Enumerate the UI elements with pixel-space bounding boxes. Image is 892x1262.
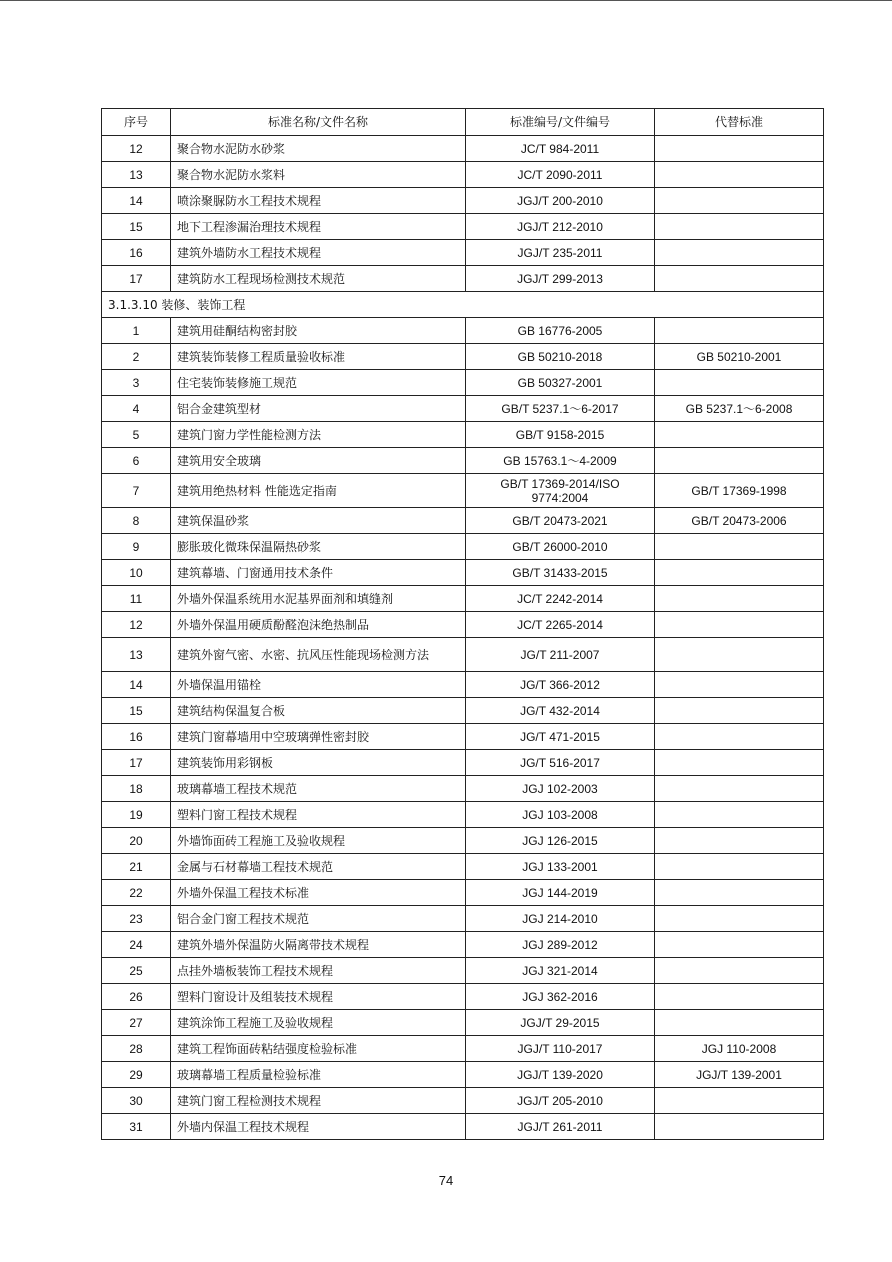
row-name: 外墙外保温工程技术标准	[171, 880, 466, 906]
row-name: 建筑涂饰工程施工及验收规程	[171, 1010, 466, 1036]
row-name: 金属与石材幕墙工程技术规范	[171, 854, 466, 880]
standards-table	[101, 108, 824, 1140]
row-replace: GB/T 20473-2006	[655, 508, 824, 534]
row-name: 塑料门窗设计及组装技术规程	[171, 984, 466, 1010]
table-row	[102, 958, 824, 984]
row-replace	[655, 776, 824, 802]
row-no: 12	[102, 136, 171, 162]
row-no: 31	[102, 1114, 171, 1140]
table-row	[102, 776, 824, 802]
row-code: JGJ 214-2010	[466, 906, 655, 932]
row-no: 5	[102, 422, 171, 448]
table-row	[102, 266, 824, 292]
row-name: 玻璃幕墙工程质量检验标准	[171, 1062, 466, 1088]
table-row	[102, 1088, 824, 1114]
table-row	[102, 344, 824, 370]
table-row	[102, 534, 824, 560]
row-code: GB 50210-2018	[466, 344, 655, 370]
row-code: JG/T 471-2015	[466, 724, 655, 750]
table-row	[102, 188, 824, 214]
row-no: 16	[102, 724, 171, 750]
row-replace	[655, 638, 824, 672]
row-replace	[655, 422, 824, 448]
row-replace	[655, 724, 824, 750]
table-row	[102, 672, 824, 698]
row-code: JGJ 133-2001	[466, 854, 655, 880]
row-no: 2	[102, 344, 171, 370]
row-name: 建筑装饰装修工程质量验收标准	[171, 344, 466, 370]
row-no: 17	[102, 266, 171, 292]
row-replace	[655, 214, 824, 240]
row-no: 13	[102, 638, 171, 672]
row-code: JGJ 102-2003	[466, 776, 655, 802]
row-no: 14	[102, 188, 171, 214]
row-name: 聚合物水泥防水砂浆	[171, 136, 466, 162]
row-replace	[655, 448, 824, 474]
row-replace	[655, 828, 824, 854]
row-code: JGJ 126-2015	[466, 828, 655, 854]
table-row	[102, 906, 824, 932]
row-name: 外墙内保温工程技术规程	[171, 1114, 466, 1140]
row-no: 15	[102, 698, 171, 724]
row-replace	[655, 932, 824, 958]
row-no: 17	[102, 750, 171, 776]
row-code: JGJ 362-2016	[466, 984, 655, 1010]
table-row	[102, 612, 824, 638]
row-code: JC/T 2242-2014	[466, 586, 655, 612]
row-name: 地下工程渗漏治理技术规程	[171, 214, 466, 240]
row-code: JGJ/T 235-2011	[466, 240, 655, 266]
row-no: 22	[102, 880, 171, 906]
table-row	[102, 422, 824, 448]
row-name: 聚合物水泥防水浆料	[171, 162, 466, 188]
row-no: 11	[102, 586, 171, 612]
header-replace: 代替标准	[655, 109, 824, 136]
table-row	[102, 214, 824, 240]
row-code: JGJ/T 261-2011	[466, 1114, 655, 1140]
table-row	[102, 1010, 824, 1036]
table-row	[102, 474, 824, 508]
row-no: 8	[102, 508, 171, 534]
row-no: 12	[102, 612, 171, 638]
row-code: GB/T 26000-2010	[466, 534, 655, 560]
row-no: 27	[102, 1010, 171, 1036]
row-name: 外墙外保温用硬质酚醛泡沫绝热制品	[171, 612, 466, 638]
row-code: GB/T 17369-2014/ISO 9774:2004	[466, 474, 655, 508]
row-replace: GB 50210-2001	[655, 344, 824, 370]
row-no: 30	[102, 1088, 171, 1114]
row-name: 建筑外墙防水工程技术规程	[171, 240, 466, 266]
row-no: 10	[102, 560, 171, 586]
table-row	[102, 638, 824, 672]
table-row	[102, 1036, 824, 1062]
row-code: JG/T 366-2012	[466, 672, 655, 698]
section-row	[102, 292, 824, 318]
row-name: 建筑保温砂浆	[171, 508, 466, 534]
row-code: JGJ 103-2008	[466, 802, 655, 828]
table-row	[102, 1114, 824, 1140]
table-header-row	[102, 109, 824, 136]
row-no: 13	[102, 162, 171, 188]
table-row	[102, 750, 824, 776]
row-code: JC/T 2090-2011	[466, 162, 655, 188]
row-no: 29	[102, 1062, 171, 1088]
row-replace	[655, 854, 824, 880]
row-replace	[655, 560, 824, 586]
row-code: JC/T 2265-2014	[466, 612, 655, 638]
row-name: 建筑外窗气密、水密、抗风压性能现场检测方法	[171, 638, 466, 672]
row-name: 建筑外墙外保温防火隔离带技术规程	[171, 932, 466, 958]
row-code: GB/T 9158-2015	[466, 422, 655, 448]
row-no: 7	[102, 474, 171, 508]
row-no: 23	[102, 906, 171, 932]
row-replace	[655, 370, 824, 396]
row-replace	[655, 240, 824, 266]
page-number: 74	[438, 1173, 454, 1188]
row-name: 建筑结构保温复合板	[171, 698, 466, 724]
row-replace	[655, 672, 824, 698]
row-code: GB/T 5237.1～6-2017	[466, 396, 655, 422]
row-replace	[655, 318, 824, 344]
row-code: JG/T 432-2014	[466, 698, 655, 724]
row-no: 25	[102, 958, 171, 984]
row-name: 外墙饰面砖工程施工及验收规程	[171, 828, 466, 854]
row-name: 铝合金门窗工程技术规范	[171, 906, 466, 932]
row-name: 膨胀玻化微珠保温隔热砂浆	[171, 534, 466, 560]
table-row	[102, 854, 824, 880]
row-replace	[655, 750, 824, 776]
row-no: 15	[102, 214, 171, 240]
row-code: JGJ/T 110-2017	[466, 1036, 655, 1062]
table-row	[102, 698, 824, 724]
row-no: 1	[102, 318, 171, 344]
row-no: 6	[102, 448, 171, 474]
section-title: 3.1.3.10 装修、装饰工程	[102, 292, 824, 318]
table-row	[102, 508, 824, 534]
row-replace	[655, 162, 824, 188]
row-name: 住宅装饰装修施工规范	[171, 370, 466, 396]
table-row	[102, 828, 824, 854]
row-code: JGJ/T 205-2010	[466, 1088, 655, 1114]
row-replace	[655, 906, 824, 932]
row-no: 16	[102, 240, 171, 266]
row-replace	[655, 266, 824, 292]
table-row	[102, 318, 824, 344]
row-no: 9	[102, 534, 171, 560]
row-code: GB 15763.1～4-2009	[466, 448, 655, 474]
header-no: 序号	[102, 109, 171, 136]
row-replace: JGJ/T 139-2001	[655, 1062, 824, 1088]
table-row	[102, 586, 824, 612]
table-row	[102, 396, 824, 422]
row-code: GB 16776-2005	[466, 318, 655, 344]
row-name: 建筑门窗力学性能检测方法	[171, 422, 466, 448]
row-name: 建筑用安全玻璃	[171, 448, 466, 474]
row-replace	[655, 984, 824, 1010]
row-replace: GB 5237.1～6-2008	[655, 396, 824, 422]
row-code: JGJ/T 29-2015	[466, 1010, 655, 1036]
table-row	[102, 560, 824, 586]
row-name: 建筑幕墙、门窗通用技术条件	[171, 560, 466, 586]
row-replace	[655, 802, 824, 828]
row-no: 28	[102, 1036, 171, 1062]
row-replace	[655, 958, 824, 984]
row-code: JGJ 321-2014	[466, 958, 655, 984]
top-border-line	[0, 0, 892, 1]
row-replace	[655, 612, 824, 638]
row-code: JGJ/T 139-2020	[466, 1062, 655, 1088]
row-code: GB/T 31433-2015	[466, 560, 655, 586]
row-name: 建筑用硅酮结构密封胶	[171, 318, 466, 344]
table-row	[102, 724, 824, 750]
table-row	[102, 984, 824, 1010]
row-no: 24	[102, 932, 171, 958]
row-replace	[655, 534, 824, 560]
row-replace	[655, 1010, 824, 1036]
row-name: 建筑工程饰面砖粘结强度检验标准	[171, 1036, 466, 1062]
row-replace	[655, 586, 824, 612]
row-name: 铝合金建筑型材	[171, 396, 466, 422]
table-row	[102, 370, 824, 396]
row-name: 建筑门窗工程检测技术规程	[171, 1088, 466, 1114]
row-name: 外墙外保温系统用水泥基界面剂和填缝剂	[171, 586, 466, 612]
table-row	[102, 162, 824, 188]
row-name: 建筑防水工程现场检测技术规范	[171, 266, 466, 292]
row-replace: GB/T 17369-1998	[655, 474, 824, 508]
row-replace	[655, 880, 824, 906]
table-row	[102, 1062, 824, 1088]
row-code: JG/T 516-2017	[466, 750, 655, 776]
row-name: 建筑用绝热材料 性能选定指南	[171, 474, 466, 508]
row-name: 建筑门窗幕墙用中空玻璃弹性密封胶	[171, 724, 466, 750]
row-code: GB 50327-2001	[466, 370, 655, 396]
table-body	[102, 136, 824, 1140]
row-no: 26	[102, 984, 171, 1010]
row-name: 喷涂聚脲防水工程技术规程	[171, 188, 466, 214]
table-row	[102, 932, 824, 958]
row-no: 21	[102, 854, 171, 880]
row-replace: JGJ 110-2008	[655, 1036, 824, 1062]
row-code: JGJ 289-2012	[466, 932, 655, 958]
table-row	[102, 240, 824, 266]
row-no: 18	[102, 776, 171, 802]
row-code: JC/T 984-2011	[466, 136, 655, 162]
row-replace	[655, 698, 824, 724]
row-replace	[655, 1114, 824, 1140]
row-code: GB/T 20473-2021	[466, 508, 655, 534]
row-name: 塑料门窗工程技术规程	[171, 802, 466, 828]
table-row	[102, 448, 824, 474]
row-replace	[655, 136, 824, 162]
row-replace	[655, 188, 824, 214]
row-name: 点挂外墙板装饰工程技术规程	[171, 958, 466, 984]
row-name: 外墙保温用锚栓	[171, 672, 466, 698]
row-code: JGJ 144-2019	[466, 880, 655, 906]
header-name: 标准名称/文件名称	[171, 109, 466, 136]
header-code: 标准编号/文件编号	[466, 109, 655, 136]
row-code: JGJ/T 212-2010	[466, 214, 655, 240]
row-no: 14	[102, 672, 171, 698]
row-code: JGJ/T 299-2013	[466, 266, 655, 292]
row-no: 19	[102, 802, 171, 828]
row-name: 建筑装饰用彩钢板	[171, 750, 466, 776]
row-code: JG/T 211-2007	[466, 638, 655, 672]
row-code: JGJ/T 200-2010	[466, 188, 655, 214]
row-replace	[655, 1088, 824, 1114]
table-row	[102, 802, 824, 828]
row-no: 3	[102, 370, 171, 396]
row-no: 4	[102, 396, 171, 422]
table-row	[102, 136, 824, 162]
table-row	[102, 880, 824, 906]
row-name: 玻璃幕墙工程技术规范	[171, 776, 466, 802]
row-no: 20	[102, 828, 171, 854]
